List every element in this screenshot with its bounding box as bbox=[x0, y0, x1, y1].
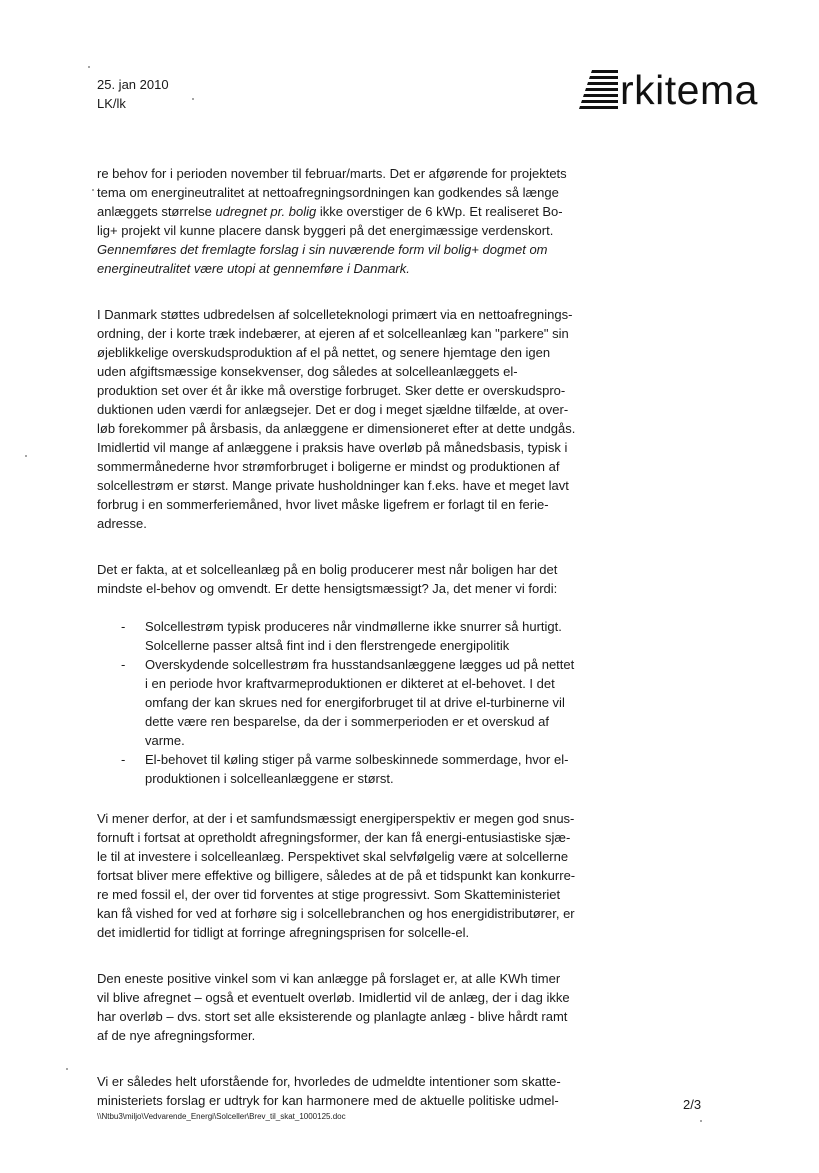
text-run: ordning, der i korte træk indebærer, at ejeren af et solcelleanlæg kan "parkere" sin bbox=[97, 326, 569, 341]
text-line bbox=[97, 400, 597, 419]
text-run: sommermånederne hvor strømforbruget i boligerne er mindst og produktionen af bbox=[97, 459, 560, 474]
text-run: ministeriets forslag er udtryk for kan harmonere med de aktuelle politiske udmel- bbox=[97, 1093, 559, 1108]
text-run: anlæggets størrelse bbox=[97, 204, 216, 219]
scan-speck bbox=[92, 189, 94, 191]
text-line bbox=[97, 1026, 597, 1045]
paragraph bbox=[97, 1072, 597, 1110]
dash-bullet: - bbox=[121, 619, 126, 634]
text-line bbox=[97, 362, 597, 381]
list-item bbox=[97, 750, 597, 788]
file-path: \\Ntbu3\miljo\Vedvarende_Energi\Solceller\Brev_til_skat_1000125.doc bbox=[97, 1112, 346, 1121]
text-line bbox=[97, 904, 597, 923]
paragraph bbox=[97, 305, 597, 533]
scan-speck bbox=[88, 66, 90, 68]
text-line bbox=[97, 579, 597, 598]
text-line bbox=[97, 259, 597, 278]
text-line: Solcellerne passer altså fint ind i den flerstrengede energipolitik bbox=[145, 638, 510, 653]
text-run: re med fossil el, der over tid forventes at stige progressivt. Som Skatteministeriet bbox=[97, 887, 561, 902]
text-line bbox=[97, 164, 597, 183]
text-run: Vi er således helt uforstående for, hvorledes de udmeldte intentioner som skatte- bbox=[97, 1074, 561, 1089]
text-run: duktionen uden værdi for anlægsejer. Det er dog i meget sjældne tilfælde, at over- bbox=[97, 402, 569, 417]
scan-speck bbox=[66, 1068, 68, 1070]
text-line bbox=[97, 476, 597, 495]
text-line bbox=[97, 202, 597, 221]
text-line bbox=[97, 923, 597, 942]
text-run: adresse. bbox=[97, 516, 147, 531]
text-run: produktion set over ét år ikke må overstige forbruget. Sker dette er overskudspro- bbox=[97, 383, 566, 398]
arkitema-logo bbox=[578, 68, 758, 112]
text-run: ikke overstiger de 6 kWp. Et realiseret Bo- bbox=[316, 204, 563, 219]
text-line bbox=[97, 495, 597, 514]
text-line bbox=[97, 969, 597, 988]
paragraph bbox=[97, 164, 597, 278]
text-run: uden afgiftsmæssige konsekvenser, dog således at solcelleanlæggets el- bbox=[97, 364, 518, 379]
text-line bbox=[97, 828, 597, 847]
list-item bbox=[97, 655, 597, 750]
text-line bbox=[97, 1007, 597, 1026]
text-run: øjeblikkelige overskudsproduktion af el på nettet, og senere hjemtage den igen bbox=[97, 345, 551, 360]
list-item bbox=[97, 617, 597, 636]
dash-bullet: - bbox=[121, 657, 126, 672]
text-line: omfang der kan skrues ned for energiforbruget til at drive el-turbinerne vil bbox=[145, 695, 565, 710]
text-run: af de nye afregningsformer. bbox=[97, 1028, 256, 1043]
text-line bbox=[97, 221, 597, 240]
text-line bbox=[97, 183, 597, 202]
text-run: solcellestrøm er størst. Mange private husholdninger kan f.eks. have et meget lavt bbox=[97, 478, 569, 493]
text-line bbox=[97, 324, 597, 343]
text-line bbox=[97, 381, 597, 400]
text-run: mindste el-behov og omvendt. Er dette hensigtsmæssigt? Ja, det mener vi fordi: bbox=[97, 581, 558, 596]
paragraph bbox=[97, 560, 597, 598]
letter-header bbox=[97, 75, 169, 113]
page-number: 2/3 bbox=[683, 1097, 702, 1112]
text-run: le til at investere i solcelleanlæg. Perspektivet skal selvfølgelig være at solcellerne bbox=[97, 849, 569, 864]
text-run: kan få vished for ved at forhøre sig i solcellebranchen og hos energidistributører, er bbox=[97, 906, 575, 921]
text-run: Det er fakta, at et solcelleanlæg på en bolig producerer mest når boligen har det bbox=[97, 562, 558, 577]
text-line bbox=[97, 305, 597, 324]
text-line bbox=[97, 438, 597, 457]
bullet-list bbox=[97, 617, 597, 788]
text-run: lig+ projekt vil kunne placere dansk byggeri på det energimæssige verdenskort. bbox=[97, 223, 554, 238]
text-run: har overløb – dvs. stort set alle eksisterende og planlagte anlæg - blive hårdt ramt bbox=[97, 1009, 568, 1024]
text-line bbox=[97, 419, 597, 438]
text-run: Vi mener derfor, at der i et samfundsmæssigt energiperspektiv er megen god snus- bbox=[97, 811, 575, 826]
text-run: Den eneste positive vinkel som vi kan anlægge på forslaget er, at alle KWh timer bbox=[97, 971, 561, 986]
text-run: fortsat bliver mere effektive og billigere, således at de på et tidspunkt kan konkurre- bbox=[97, 868, 576, 883]
text-run: vil blive afregnet – også et eventuelt overløb. Imidlertid vil de anlæg, der i dag ikke bbox=[97, 990, 570, 1005]
italic-text: energineutralitet være utopi at gennemføre i Danmark. bbox=[97, 261, 410, 276]
text-line: dette være ren besparelse, da der i sommerperioden er et overskud af bbox=[145, 714, 549, 729]
text-run: re behov for i perioden november til februar/marts. Det er afgørende for projektets bbox=[97, 166, 567, 181]
logo-a-mark-icon bbox=[578, 68, 618, 112]
text-line bbox=[97, 457, 597, 476]
text-line: Overskydende solcellestrøm fra husstandsanlæggene lægges ud på nettet bbox=[145, 657, 575, 672]
text-line bbox=[97, 343, 597, 362]
text-line: varme. bbox=[145, 733, 185, 748]
logo-wordmark: rkitema bbox=[620, 67, 758, 113]
text-line: i en periode hvor kraftvarmeproduktionen er dikteret at el-behovet. I det bbox=[145, 676, 555, 691]
letter-initials: LK/lk bbox=[97, 96, 126, 111]
text-line: produktionen i solcelleanlæggene er størst. bbox=[145, 771, 394, 786]
letter-date: 25. jan 2010 bbox=[97, 77, 169, 92]
list-item bbox=[97, 636, 597, 655]
text-line bbox=[97, 847, 597, 866]
text-line bbox=[97, 1072, 597, 1091]
text-run: fornuft i fortsat at opretholdt afregningsformer, der kan få energi-entusiastiske sjæ- bbox=[97, 830, 571, 845]
paragraph bbox=[97, 809, 597, 942]
text-line bbox=[97, 560, 597, 579]
text-line: Solcellestrøm typisk produceres når vindmøllerne ikke snurrer så hurtigt. bbox=[145, 619, 562, 634]
text-line bbox=[97, 240, 597, 259]
letter-body bbox=[97, 164, 597, 1137]
text-line bbox=[97, 809, 597, 828]
scan-speck bbox=[192, 98, 194, 100]
text-line: El-behovet til køling stiger på varme solbeskinnede sommerdage, hvor el- bbox=[145, 752, 569, 767]
italic-text: Gennemføres det fremlagte forslag i sin nuværende form vil bolig+ dogmet om bbox=[97, 242, 548, 257]
text-run: Imidlertid vil mange af anlæggene i praksis have overløb på månedsbasis, typisk i bbox=[97, 440, 568, 455]
scan-speck bbox=[25, 455, 27, 457]
text-line bbox=[97, 988, 597, 1007]
text-run: det imidlertid for tidligt at forringe afregningsprisen for solcelle-el. bbox=[97, 925, 470, 940]
dash-bullet: - bbox=[121, 752, 126, 767]
text-line bbox=[97, 885, 597, 904]
paragraph bbox=[97, 969, 597, 1045]
text-run: I Danmark støttes udbredelsen af solcelleteknologi primært via en nettoafregnings- bbox=[97, 307, 573, 322]
text-run: tema om energineutralitet at nettoafregningsordningen kan godkendes så længe bbox=[97, 185, 559, 200]
text-line bbox=[97, 514, 597, 533]
text-run: løb forekommer på årsbasis, da anlæggene er dimensioneret efter at dette undgås. bbox=[97, 421, 576, 436]
text-line bbox=[97, 866, 597, 885]
text-run: forbrug i en sommerferiemåned, hvor livet måske ligefrem er forlagt til en ferie- bbox=[97, 497, 549, 512]
scan-speck bbox=[700, 1120, 702, 1122]
italic-text: udregnet pr. bolig bbox=[215, 204, 317, 219]
text-line bbox=[97, 1091, 597, 1110]
